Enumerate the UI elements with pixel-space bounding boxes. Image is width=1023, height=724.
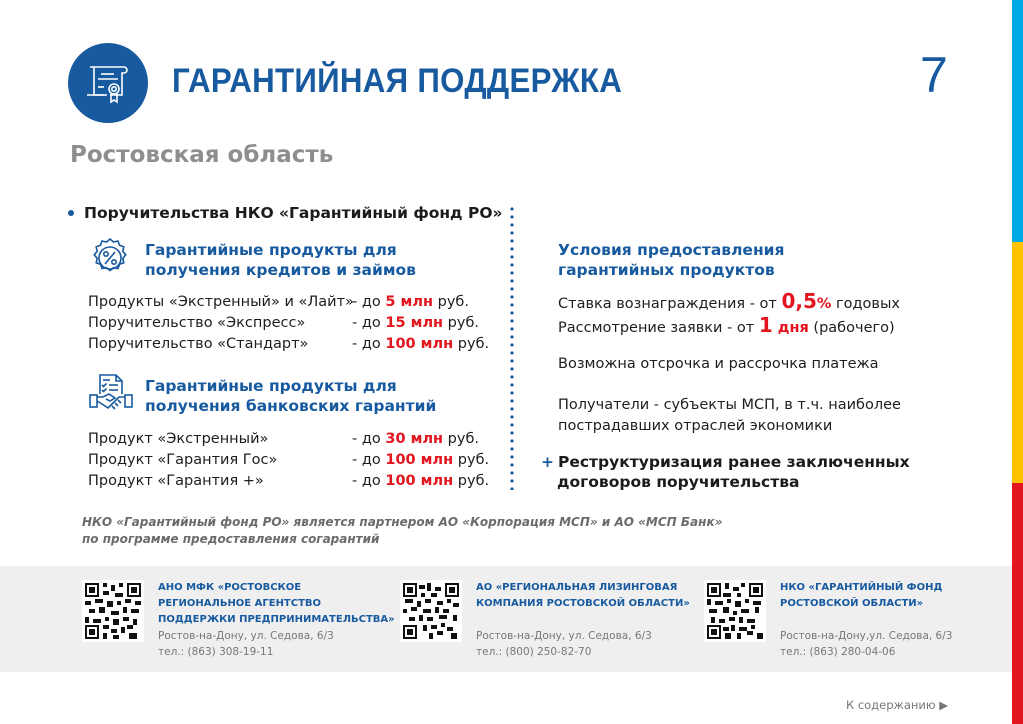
limit-prefix: - до bbox=[352, 294, 386, 310]
org-card-agency bbox=[82, 580, 395, 660]
loans-title-line1: Гарантийные продукты для bbox=[145, 241, 397, 259]
limit-amount: 100 млн bbox=[385, 336, 454, 352]
review-value: 1 bbox=[758, 313, 773, 337]
org-card-leasing bbox=[400, 580, 690, 660]
product-limit bbox=[352, 429, 479, 450]
edge-stripe-blue bbox=[1012, 0, 1023, 242]
page-number: 7 bbox=[920, 47, 948, 103]
org-info bbox=[158, 580, 395, 660]
org-card-guarantee-fund bbox=[704, 580, 952, 660]
product-name: Продукт «Гарантия Гос» bbox=[88, 452, 278, 468]
limit-prefix: - до bbox=[352, 315, 386, 331]
restructuring-item bbox=[541, 452, 910, 492]
loans-section-title bbox=[145, 240, 416, 280]
product-row bbox=[88, 334, 490, 355]
org-name-line: АНО МФК «РОСТОВСКОЕ bbox=[158, 582, 302, 593]
main-bullet-text: Поручительства НКО «Гарантийный фонд РО» bbox=[84, 204, 503, 222]
org-name-line: РОСТОВСКОЙ ОБЛАСТИ» bbox=[780, 598, 924, 609]
guarantees-products-list bbox=[88, 429, 490, 492]
guarantees-section-title bbox=[145, 376, 436, 416]
dotted-divider bbox=[510, 205, 514, 490]
org-name-line: НКО «ГАРАНТИЙНЫЙ ФОНД bbox=[780, 582, 943, 593]
product-limit bbox=[352, 292, 469, 313]
loans-title-line2: получения кредитов и займов bbox=[145, 261, 416, 279]
page-title: ГАРАНТИЙНАЯ ПОДДЕРЖКА bbox=[172, 62, 623, 100]
org-phone: тел.: (863) 308-19-11 bbox=[158, 646, 274, 658]
review-unit: дня bbox=[772, 320, 809, 336]
conditions-title-line2: гарантийных продуктов bbox=[558, 261, 775, 279]
restructuring-line2: договоров поручительства bbox=[557, 473, 800, 491]
rate-line bbox=[558, 291, 900, 315]
product-limit bbox=[352, 450, 489, 471]
limit-suffix: руб. bbox=[453, 452, 490, 468]
limit-amount: 100 млн bbox=[385, 473, 454, 489]
edge-stripe-yellow bbox=[1012, 242, 1023, 483]
limit-prefix: - до bbox=[352, 452, 386, 468]
loans-products-list bbox=[88, 292, 490, 355]
region-subtitle: Ростовская область bbox=[70, 142, 334, 168]
guarantees-title-line2: получения банковских гарантий bbox=[145, 397, 437, 415]
edge-stripe-red bbox=[1012, 483, 1023, 724]
recipients-line2: пострадавших отраслей экономики bbox=[558, 418, 833, 434]
table-of-contents-link[interactable]: К содержанию ▶ bbox=[846, 698, 949, 712]
org-name-line: КОМПАНИЯ РОСТОВСКОЙ ОБЛАСТИ» bbox=[476, 598, 690, 609]
limit-amount: 30 млн bbox=[385, 431, 444, 447]
qr-code-icon[interactable] bbox=[704, 580, 766, 642]
rate-label: Ставка вознаграждения - от bbox=[558, 296, 782, 312]
org-info bbox=[476, 580, 690, 660]
percent-badge-icon bbox=[88, 236, 132, 284]
partner-note-line2: по программе предоставления согарантий bbox=[82, 532, 380, 546]
org-address: Ростов-на-Дону,ул. Седова, 6/3 bbox=[780, 630, 953, 642]
limit-amount: 5 млн bbox=[385, 294, 433, 310]
deferral-text: Возможна отсрочка и рассрочка платежа bbox=[558, 356, 879, 372]
guarantees-title-line1: Гарантийные продукты для bbox=[145, 377, 397, 395]
org-name-line: АО «РЕГИОНАЛЬНАЯ ЛИЗИНГОВАЯ bbox=[476, 582, 678, 593]
conditions-terms bbox=[558, 291, 900, 339]
org-name-line bbox=[780, 612, 952, 628]
bullet-icon bbox=[68, 210, 74, 216]
limit-suffix: руб. bbox=[443, 431, 480, 447]
limit-suffix: руб. bbox=[453, 336, 490, 352]
plus-icon: + bbox=[541, 453, 554, 471]
product-name: Продукт «Гарантия +» bbox=[88, 473, 264, 489]
limit-prefix: - до bbox=[352, 473, 386, 489]
product-row bbox=[88, 471, 490, 492]
rate-value: 0,5 bbox=[781, 289, 817, 313]
org-address: Ростов-на-Дону, ул. Седова, 6/3 bbox=[476, 630, 652, 642]
product-name: Поручительство «Экспресс» bbox=[88, 315, 306, 331]
org-phone: тел.: (800) 250-82-70 bbox=[476, 646, 592, 658]
product-row bbox=[88, 292, 469, 313]
org-info bbox=[780, 580, 952, 660]
rate-suffix: годовых bbox=[831, 296, 901, 312]
review-label: Рассмотрение заявки - от bbox=[558, 320, 759, 336]
qr-code-icon[interactable] bbox=[82, 580, 144, 642]
qr-code-icon[interactable] bbox=[400, 580, 462, 642]
org-name-line: РЕГИОНАЛЬНОЕ АГЕНТСТВО bbox=[158, 598, 322, 609]
rate-unit: % bbox=[816, 296, 832, 312]
product-limit bbox=[352, 334, 489, 355]
org-address: Ростов-на-Дону, ул. Седова, 6/3 bbox=[158, 630, 334, 642]
conditions-title-line1: Условия предоставления bbox=[558, 241, 785, 259]
product-row bbox=[88, 429, 480, 450]
main-bullet bbox=[68, 204, 503, 222]
limit-prefix: - до bbox=[352, 431, 386, 447]
org-name-line bbox=[476, 612, 690, 628]
partner-note bbox=[82, 514, 722, 548]
product-limit bbox=[352, 471, 489, 492]
review-suffix: (рабочего) bbox=[808, 320, 895, 336]
partner-note-line1: НКО «Гарантийный фонд РО» является партнером АО «Корпорация МСП» и АО «МСП Банк» bbox=[82, 515, 723, 529]
org-phone: тел.: (863) 280-04-06 bbox=[780, 646, 896, 658]
conditions-title bbox=[558, 240, 784, 280]
review-line bbox=[558, 315, 900, 339]
product-name: Продукт «Экстренный» bbox=[88, 431, 269, 447]
limit-amount: 100 млн bbox=[385, 452, 454, 468]
product-limit bbox=[352, 313, 479, 334]
recipients-text bbox=[558, 395, 901, 437]
product-name: Поручительство «Стандарт» bbox=[88, 336, 309, 352]
limit-amount: 15 млн bbox=[385, 315, 444, 331]
product-row bbox=[88, 450, 490, 471]
handshake-document-icon bbox=[88, 372, 134, 420]
limit-suffix: руб. bbox=[453, 473, 490, 489]
limit-prefix: - до bbox=[352, 336, 386, 352]
product-row bbox=[88, 313, 480, 334]
limit-suffix: руб. bbox=[443, 315, 480, 331]
product-name: Продукты «Экстренный» и «Лайт» bbox=[88, 294, 354, 310]
certificate-icon bbox=[68, 43, 148, 123]
org-name-line: ПОДДЕРЖКИ ПРЕДПРИНИМАТЕЛЬСТВА» bbox=[158, 614, 395, 625]
limit-suffix: руб. bbox=[433, 294, 469, 310]
restructuring-line1: Реструктуризация ранее заключенных bbox=[558, 453, 910, 471]
recipients-line1: Получатели - субъекты МСП, в т.ч. наиболее bbox=[558, 397, 901, 413]
